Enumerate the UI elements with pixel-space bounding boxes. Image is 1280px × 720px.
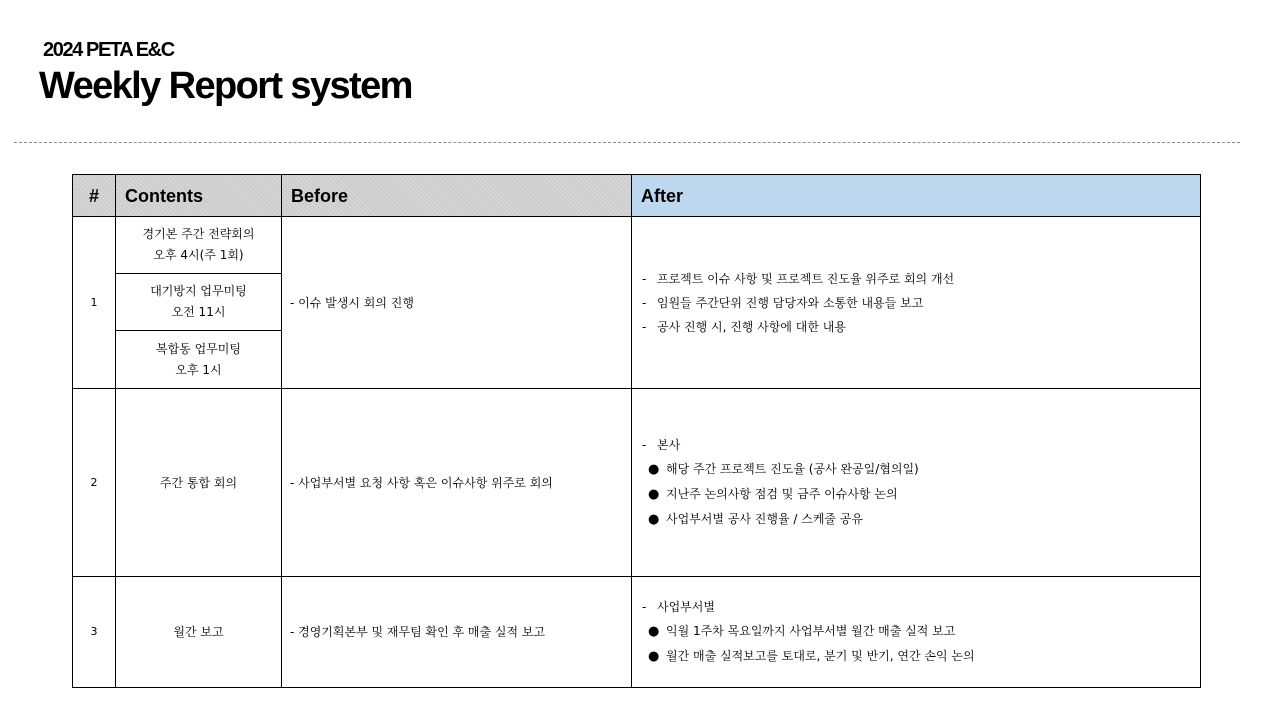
list-item: ● 월간 매출 실적보고를 토대로, 분기 및 반기, 연간 손익 논의 bbox=[642, 644, 1200, 669]
bullet-icon: ● bbox=[648, 649, 660, 664]
content-title: 대기방지 업무미팅 bbox=[150, 284, 247, 298]
bullet-icon: ● bbox=[648, 487, 660, 502]
content-title: 복합동 업무미팅 bbox=[156, 341, 241, 356]
list-item: - 프로젝트 이슈 사항 및 프로젝트 진도율 위주로 회의 개선 bbox=[642, 271, 955, 286]
list-item: - 사업부서별 bbox=[642, 600, 715, 614]
list-item: ● 해당 주간 프로젝트 진도율 (공사 완공일/협의일) bbox=[642, 457, 1200, 482]
row-number: 2 bbox=[73, 389, 116, 577]
header-num: # bbox=[73, 175, 116, 217]
after-cell bbox=[632, 217, 1201, 389]
content-title: 경기본 주간 전략회의 bbox=[142, 227, 255, 241]
list-item: ● 익월 1주차 목요일까지 사업부서별 월간 매출 실적 보고 bbox=[642, 619, 1200, 644]
report-table bbox=[72, 174, 1201, 688]
header-after: After bbox=[632, 175, 1201, 217]
header-before: Before bbox=[282, 175, 632, 217]
list-item: - 임원들 주간단위 진행 담당자와 소통한 내용들 보고 bbox=[642, 295, 924, 310]
header-contents: Contents bbox=[116, 175, 282, 217]
dashed-divider bbox=[14, 142, 1240, 143]
content-cell bbox=[116, 331, 282, 389]
page-title: Weekly Report system bbox=[39, 65, 412, 107]
list-item: ● 지난주 논의사항 점검 및 금주 이슈사항 논의 bbox=[642, 482, 1200, 507]
before-cell: - 이슈 발생시 회의 진행 bbox=[282, 217, 632, 389]
company-subtitle: 2024 PETA E&C bbox=[43, 39, 174, 61]
row-number: 1 bbox=[73, 217, 116, 389]
content-cell bbox=[116, 217, 282, 274]
row-number: 3 bbox=[73, 577, 116, 688]
after-cell bbox=[632, 389, 1201, 577]
content-cell: 주간 통합 회의 bbox=[116, 389, 282, 577]
table-row bbox=[73, 389, 1201, 577]
bullet-icon: ● bbox=[648, 462, 660, 477]
list-item: - 공사 진행 시, 진행 사항에 대한 내용 bbox=[642, 319, 846, 334]
content-time: 오전 11시 bbox=[171, 305, 226, 319]
list-item: ● 사업부서별 공사 진행율 / 스케줄 공유 bbox=[642, 507, 1200, 532]
content-cell: 월간 보고 bbox=[116, 577, 282, 688]
content-time: 오후 1시 bbox=[175, 362, 222, 377]
content-cell bbox=[116, 274, 282, 331]
content-time: 오후 4시(주 1회) bbox=[153, 248, 244, 262]
table-row bbox=[73, 217, 1201, 274]
before-cell: - 사업부서별 요청 사항 혹은 이슈사항 위주로 회의 bbox=[282, 389, 632, 577]
table-row bbox=[73, 577, 1201, 688]
bullet-icon: ● bbox=[648, 512, 660, 527]
table-header-row bbox=[73, 175, 1201, 217]
list-item: - 본사 bbox=[642, 438, 681, 452]
bullet-icon: ● bbox=[648, 624, 660, 639]
after-cell bbox=[632, 577, 1201, 688]
before-cell: - 경영기획본부 및 재무팀 확인 후 매출 실적 보고 bbox=[282, 577, 632, 688]
